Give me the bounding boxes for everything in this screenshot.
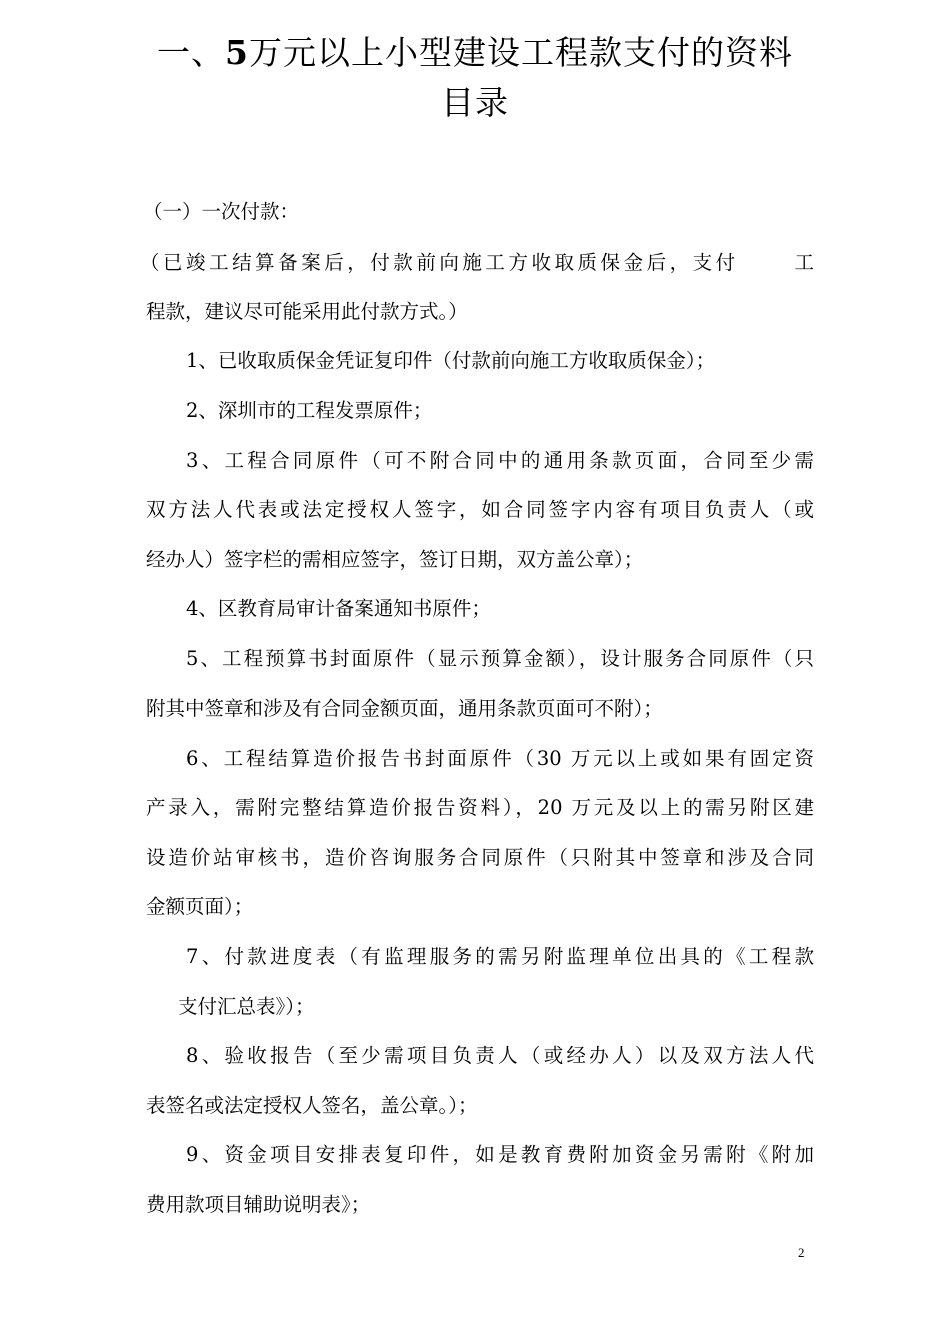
paragraph-line: 经办人）签字栏的需相应签字，签订日期，双方盖公章）；: [146, 548, 644, 571]
paragraph-line: 程款，建议尽可能采用此付款方式。）: [146, 300, 468, 323]
paragraph-line: 设造价站审核书，造价咨询服务合同原件（只附其中签章和涉及合同: [146, 846, 814, 869]
page-number: 2: [798, 1245, 805, 1260]
paragraph-line: 表签名或法定授权人签名，盖公章。）；: [146, 1094, 478, 1117]
list-item-7: 7、付款进度表（有监理服务的需另附监理单位出具的《工程款: [186, 945, 814, 968]
paragraph-line: （已竣工结算备案后，付款前向施工方收取质保金后，支付 工: [140, 251, 814, 274]
list-item-8: 8、验收报告（至少需项目负责人（或经办人）以及双方法人代: [186, 1044, 814, 1067]
paragraph-line: 金额页面）；: [146, 895, 254, 918]
section-heading: （一）一次付款：: [143, 200, 300, 223]
paragraph-line: 附其中签章和涉及有合同金额页面，通用条款页面可不附）；: [146, 697, 663, 720]
paragraph-line: 产录入，需附完整结算造价报告资料），20 万元及以上的需另附区建: [146, 796, 814, 819]
paragraph-line: 支付汇总表》）；: [178, 995, 315, 1018]
paragraph-line: 费用款项目辅助说明表》；: [146, 1193, 371, 1216]
list-item-2: 2、深圳市的工程发票原件；: [186, 399, 433, 422]
title-bold-number: 5: [225, 33, 249, 72]
list-item-3: 3、工程合同原件（可不附合同中的通用条款页面，合同至少需: [186, 449, 814, 472]
document-title-line-2: 目录: [441, 83, 509, 122]
title-rest: 万元以上小型建设工程款支付的资料: [248, 33, 793, 72]
title-prefix: 一、: [157, 33, 226, 72]
list-item-6: 6、工程结算造价报告书封面原件（30 万元以上或如果有固定资: [186, 747, 814, 770]
list-item-5: 5、工程预算书封面原件（显示预算金额），设计服务合同原件（只: [186, 647, 814, 670]
list-item-1: 1、已收取质保金凭证复印件（付款前向施工方收取质保金）；: [186, 349, 716, 372]
list-item-9: 9、资金项目安排表复印件，如是教育费附加资金另需附《附加: [186, 1143, 814, 1166]
paragraph-line: 双方法人代表或法定授权人签字，如合同签字内容有项目负责人（或: [146, 498, 814, 521]
list-item-4: 4、区教育局审计备案通知书原件；: [186, 597, 491, 620]
document-title-line-1: [130, 30, 820, 76]
